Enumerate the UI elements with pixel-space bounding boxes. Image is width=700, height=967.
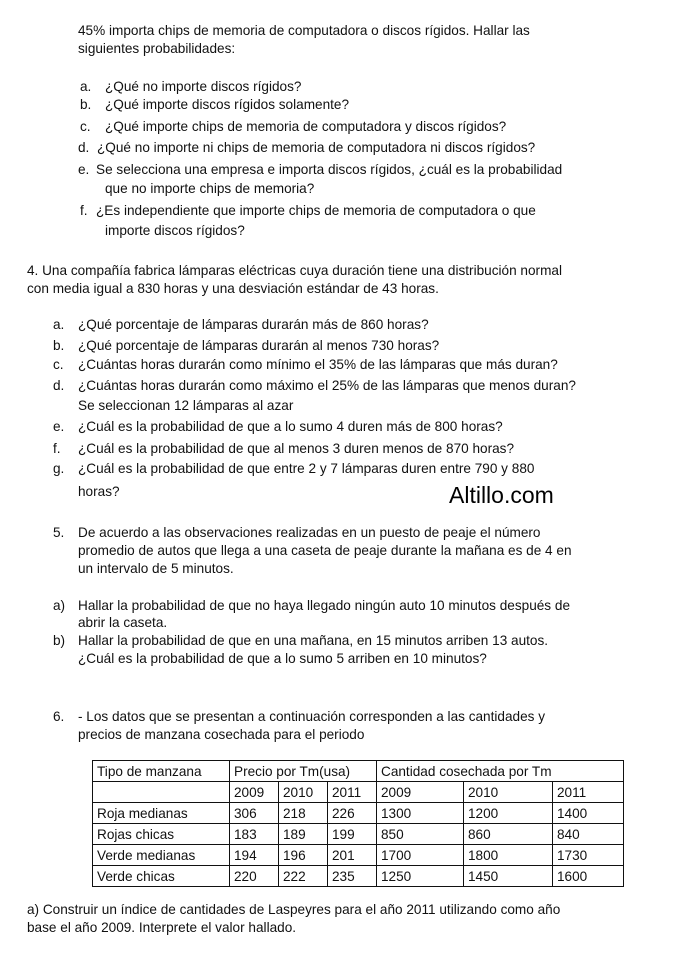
problem-6-line2: precios de manzana cosechada para el periodo <box>78 727 365 742</box>
apple-harvest-table <box>92 760 624 887</box>
p3-item-f-label: f. <box>80 203 88 218</box>
table-row <box>93 824 624 845</box>
p4-item-c-label: c. <box>53 357 64 372</box>
p4-item-g-text-cont: horas? <box>78 484 120 499</box>
p4-item-b-text: ¿Qué porcentaje de lámparas durarán al menos 730 horas? <box>78 338 440 353</box>
value-cell: 860 <box>464 824 553 845</box>
p4-item-c-text: ¿Cuántas horas durarán como mínimo el 35% de las lámparas que más duran? <box>78 357 558 372</box>
value-cell: 199 <box>328 824 377 845</box>
p4-item-d-label: d. <box>53 378 65 393</box>
problem-5-line3: un intervalo de 5 minutos. <box>78 561 234 576</box>
p3-item-b-text: ¿Qué importe discos rígidos solamente? <box>105 97 350 112</box>
value-cell: 226 <box>328 803 377 824</box>
header-tipo-de-manzana: Tipo de manzana <box>93 761 230 782</box>
value-cell: 1600 <box>553 866 624 887</box>
p3-item-a-text: ¿Qué no importe discos rígidos? <box>105 79 302 94</box>
value-cell: 1400 <box>553 803 624 824</box>
year-cell: 2009 <box>377 782 464 803</box>
value-cell: 840 <box>553 824 624 845</box>
p4-item-d-text: ¿Cuántas horas durarán como máximo el 25% de las lámparas que menos duran? <box>78 378 576 393</box>
p3-item-d-label: d. <box>78 140 90 155</box>
header-cantidad-group: Cantidad cosechada por Tm <box>377 761 624 782</box>
value-cell: 218 <box>279 803 328 824</box>
final-question-line1: a) Construir un índice de cantidades de Laspeyres para el año 2011 utilizando como año <box>27 902 561 917</box>
row-type-cell: Verde medianas <box>93 845 230 866</box>
header-empty-cell <box>93 782 230 803</box>
value-cell: 194 <box>230 845 279 866</box>
table-header-row <box>93 761 624 782</box>
p3-item-f-text: ¿Es independiente que importe chips de memoria de computadora o que <box>96 203 536 218</box>
p3-item-e-text: Se selecciona una empresa e importa discos rígidos, ¿cuál es la probabilidad <box>96 162 563 177</box>
table-row <box>93 866 624 887</box>
p4-item-b-label: b. <box>53 338 65 353</box>
row-type-cell: Rojas chicas <box>93 824 230 845</box>
row-type-cell: Roja medianas <box>93 803 230 824</box>
p3-item-d-text: ¿Qué no importe ni chips de memoria de computadora ni discos rígidos? <box>97 140 536 155</box>
value-cell: 1700 <box>377 845 464 866</box>
value-cell: 220 <box>230 866 279 887</box>
p4-item-f-label: f. <box>53 441 61 456</box>
table-years-row <box>93 782 624 803</box>
problem-3-intro-line1: 45% importa chips de memoria de computadora o discos rígidos. Hallar las <box>78 23 530 38</box>
p3-item-f-text-cont: importe discos rígidos? <box>105 223 245 238</box>
value-cell: 183 <box>230 824 279 845</box>
p4-item-g-text: ¿Cuál es la probabilidad de que entre 2 y 7 lámparas duren entre 790 y 880 <box>78 461 535 476</box>
p5-item-a-text-cont: abrir la caseta. <box>78 615 168 630</box>
value-cell: 1250 <box>377 866 464 887</box>
final-question-line2: base el año 2009. Interprete el valor hallado. <box>27 920 297 935</box>
year-cell: 2009 <box>230 782 279 803</box>
problem-6-number: 6. <box>53 709 65 724</box>
p4-random-sample-note: Se seleccionan 12 lámparas al azar <box>78 398 294 413</box>
p4-item-a-label: a. <box>53 317 65 332</box>
table-row <box>93 845 624 866</box>
p5-item-b-text: Hallar la probabilidad de que en una mañana, en 15 minutos arriben 13 autos. <box>78 633 549 648</box>
value-cell: 1300 <box>377 803 464 824</box>
p4-item-e-label: e. <box>53 419 65 434</box>
value-cell: 850 <box>377 824 464 845</box>
p5-item-a-text: Hallar la probabilidad de que no haya llegado ningún auto 10 minutos después de <box>78 598 571 613</box>
problem-5-line1: De acuerdo a las observaciones realizadas en un puesto de peaje el número <box>78 525 541 540</box>
p5-item-b-label: b) <box>53 633 66 648</box>
problem-4-heading-line2: con media igual a 830 horas y una desviación estándar de 43 horas. <box>27 281 439 296</box>
p3-item-e-label: e. <box>78 162 90 177</box>
p5-item-b-text-cont: ¿Cuál es la probabilidad de que a lo sumo 5 arriben en 10 minutos? <box>78 651 487 666</box>
p3-item-c-text: ¿Qué importe chips de memoria de computadora y discos rígidos? <box>105 119 507 134</box>
value-cell: 196 <box>279 845 328 866</box>
p3-item-c-label: c. <box>80 119 91 134</box>
header-precio-group: Precio por Tm(usa) <box>230 761 377 782</box>
value-cell: 235 <box>328 866 377 887</box>
row-type-cell: Verde chicas <box>93 866 230 887</box>
p4-item-f-text: ¿Cuál es la probabilidad de que al menos 3 duren menos de 870 horas? <box>78 441 515 456</box>
watermark-text: Altillo.com <box>449 482 554 508</box>
p5-item-a-label: a) <box>53 598 66 613</box>
year-cell: 2011 <box>553 782 624 803</box>
p3-item-a-label: a. <box>80 79 92 94</box>
value-cell: 306 <box>230 803 279 824</box>
value-cell: 1200 <box>464 803 553 824</box>
problem-5-line2: promedio de autos que llega a una caseta de peaje durante la mañana es de 4 en <box>78 543 572 558</box>
p4-item-a-text: ¿Qué porcentaje de lámparas durarán más de 860 horas? <box>78 317 429 332</box>
year-cell: 2010 <box>464 782 553 803</box>
p3-item-b-label: b. <box>80 97 92 112</box>
table-row <box>93 803 624 824</box>
problem-5-number: 5. <box>53 525 65 540</box>
value-cell: 201 <box>328 845 377 866</box>
value-cell: 189 <box>279 824 328 845</box>
year-cell: 2010 <box>279 782 328 803</box>
problem-6-line1: - Los datos que se presentan a continuación corresponden a las cantidades y <box>78 709 546 724</box>
p4-item-e-text: ¿Cuál es la probabilidad de que a lo sumo 4 duren más de 800 horas? <box>78 419 503 434</box>
value-cell: 1730 <box>553 845 624 866</box>
p3-item-e-text-cont: que no importe chips de memoria? <box>105 181 315 196</box>
value-cell: 1800 <box>464 845 553 866</box>
problem-4-heading-line1: 4. Una compañía fabrica lámparas eléctricas cuya duración tiene una distribución normal <box>27 263 562 278</box>
year-cell: 2011 <box>328 782 377 803</box>
value-cell: 222 <box>279 866 328 887</box>
problem-3-intro-line2: siguientes probabilidades: <box>78 41 236 56</box>
p4-item-g-label: g. <box>53 461 65 476</box>
value-cell: 1450 <box>464 866 553 887</box>
